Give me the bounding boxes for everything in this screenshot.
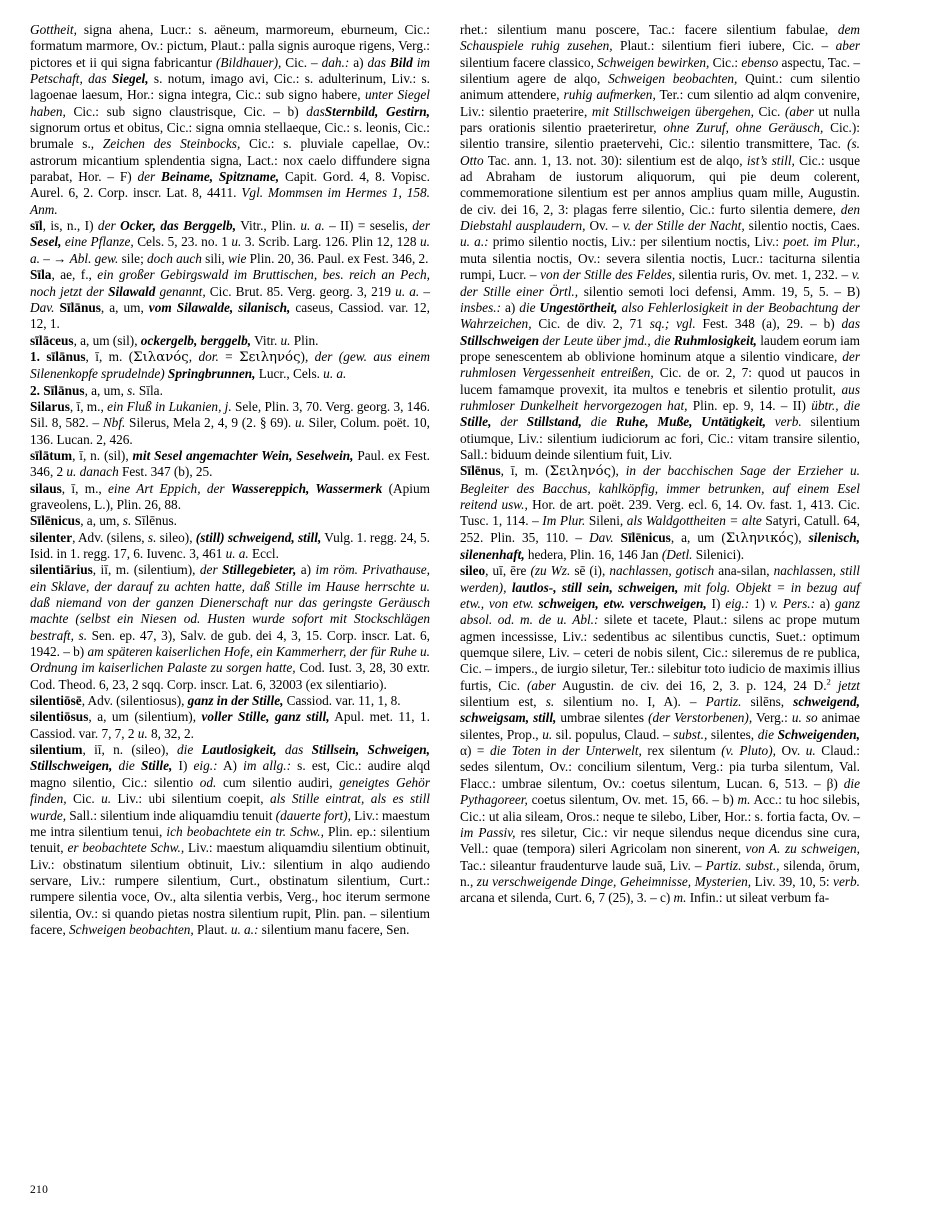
dictionary-entry: Sīlēnicus, a, um, s. Sīlēnus. [30, 513, 178, 529]
dictionary-entry: sīlātum, ī, n. (sil), mit Sesel angemachter Wein, Seselwein, Paul. ex Fest. 346, 2 u. danach Fest. 347 (b), 25. [30, 447, 430, 480]
dictionary-entry: 1. sīlānus, ī, m. (Σιλανός, dor. = Σειληνός), der (gew. aus einem Silenenkopfe sprudelnde) Springbrunnen, Lucr., Cels. u. a. [30, 348, 430, 382]
dictionary-entry: sīlāceus, a, um (sil), ockergelb, berggelb, Vitr. u. Plin. [30, 332, 319, 348]
dictionary-entry: sīl, is, n., I) der Ocker, das Berggelb, Vitr., Plin. u. a. – II) = seselis, der Sesel, eine Pflanze, Cels. 5, 23. no. 1 u. 3. Scrib. Larg. 126. Plin 12, 128 u. a. – → Abl. gew. sile; doch auch sili, wie Plin. 20, 36. Paul. ex Fest. 346, 2. [30, 218, 430, 266]
right-column-entries [460, 22, 860, 907]
page-number: 210 [30, 1184, 49, 1196]
right-text-column [460, 22, 860, 907]
dictionary-entry: silenter, Adv. (silens, s. sileo), (still) schweigend, still, Vulg. 1. regg. 24, 5. Isid. in 1. regg. 17, 6. Iuvenc. 3, 461 u. a. Eccl. [30, 529, 430, 561]
dictionary-entry: Sīlēnus, ī, m. (Σειληνός), in der bacchischen Sage der Erzieher u. Begleiter des Bacchus, kahlköpfig, immer betrunken, auf einem Esel reitend usw., Hor. de art. poët. 239. Verg. ecl. 6, 14. Ov. fast. 1, 413. Cic. Tusc. 1, 114. – Im Plur. Sileni, als Waldgottheiten = alte Satyri, Catull. 64, 252. Plin. 35, 110. – Dav. Sīlēnicus, a, um (Σιληνικός), silenisch, silenenhaft, hedera, Plin. 16, 146 Jan (Detl. Silenici). [460, 463, 860, 562]
dictionary-entry: silentiārius, iī, m. (silentium), der Stillegebieter, a) im röm. Privathause, ein Sklave, der darauf zu achten hatte, daß Stille im Hause herrschte u. daß niemand von der ganzen Dienerschaft nur das geringste Geräusch machte (selbst ein Niesen od. Husten wurde sofort mit Stockschlägen bestraft, s. Sen. ep. 47, 3), Salv. de gub. dei 4, 3, 15. Corp. inscr. Lat. 6, 1942. – b) am späteren kaiserlichen Hofe, ein Kammerherr, der für Ruhe u. Ordnung im kaiserlichen Palaste zu sorgen hatte, Cod. Iust. 3, 28, 30 extr. Cod. Theod. 6, 23, 2 sqq. Corp. inscr. Lat. 6, 32003 (ex silentiario). [30, 562, 431, 692]
dictionary-entry: 2. Sīlānus, a, um, s. Sīla. [30, 382, 163, 398]
two-column-body [30, 22, 905, 1152]
dictionary-entry: sileo, uī, ēre (zu Wz. sē (i), nachlassen, gotisch ana-silan, nachlassen, still werden), lautlos-, still sein, schweigen, mit folg. Objekt = in bezug auf etw., von etw. schweigen, etw. verschweigen, I) eig.: 1) v. Pers.: a) ganz absol. od. m. de u. Abl.: silete et tacete, Plaut.: silens ac prope mutum agmen incessisse, Liv.: sedentibus ac silentibus cunctis, Suet.: optimum quemque silere, Liv. – ceteri de nobis silent, Cic.: sileremus de re publica, Cic. – impers., de iurgio siletur, Ter.: silebitur toto iudicio de maximis illius furtis, Cic. (aber Augustin. de civ. dei 16, 2, 3. p. 124, 24 D.$^2$ jetzt silentium est, s. silentium no. I, A). – Partiz. silēns, schweigend, schweigsam, still, umbrae silentes (der Verstorbenen), Verg.: u. so animae silentes, Prop., u. sil. populus, Claud. – subst., silentes, die Schweigenden, α) = die Toten in der Unterwelt, rex silentum (v. Pluto), Ov. u. Claud.: sedes silentum, Ov.: concilium silentum, Verg.: pia turba silentum, Val. Flacc.: umbrae silentum, Ov.: coetus silentum, Lucan. 6, 513. – β) die Pythagoreer, coetus silentum, Ov. met. 15, 66. – b) m. Acc.: tu hoc silebis, Cic.: ut alia sileam, Oros.: neque te silebo, Liber, Hor.: s. fortia facta, Ov. – im Passiv, res siletur, Cic.: vir neque silendus neque dicendus sine cura, Vell.: quae (tempora) sileri Agricolam non sinerent, von A. zu schweigen, Tac.: sileantur fraudenturve laude suā, Liv. – Partiz. subst., silenda, ōrum, n., zu verschweigende Dinge, Geheimnisse, Mysterien, Liv. 39, 10, 5: verb. arcana et silenda, Curt. 6, 7 (25), 3. – c) m. Infin.: ut sileat verbum fa- [460, 563, 861, 906]
left-text-column [30, 22, 430, 938]
dictionary-entry: silentiōsus, a, um (silentium), voller Stille, ganz still, Apul. met. 11, 1. Cassiod. var. 7, 7, 2 u. 8, 32, 2. [30, 709, 430, 741]
dictionary-entry: silentium, iī, n. (sileo), die Lautlosigkeit, das Stillsein, Schweigen, Stillschweigen, die Stille, I) eig.: A) im allg.: s. est, Cic.: audire alqd magno silentio, Cic.: silentio od. cum silentio audiri, geneigtes Gehör finden, Cic. u. Liv.: ubi silentium coepit, als Stille eintrat, als es still wurde, Sall.: silentium inde aliquamdiu tenuit (dauerte fort), Liv.: maestum me intra silentium tenui, ich beobachtete ein tr. Schw., Plin. ep.: silentium tenuit, er beobachtete Schw., Liv.: maestum aliquamdiu silentium obtinuit, Liv.: obstinatum silentium obtinuit, Liv.: silentium in alqo audiendo servare, Liv.: rumpere silentium, Curt., obstinatum silentium, Curt.: rumpere silentia voce, Ov., alta silentia verbis, Verg., hoc iterum sermone silentia, Ov.: si quando pietas nostra silentium rupit, Plin. pan. – silentium facere, Schweigen beobachten, Plaut. u. a.: silentium manu facere, Sen. [30, 742, 431, 937]
dictionary-entry: Sīla, ae, f., ein großer Gebirgswald im Bruttischen, bes. reich an Pech, noch jetzt der Silawald genannt, Cic. Brut. 85. Verg. georg. 3, 219 u. a. – Dav. Sīlānus, a, um, vom Silawalde, silanisch, caseus, Cassiod. var. 12, 12, 1. [30, 267, 430, 332]
dictionary-entry: silaus, ī, m., eine Art Eppich, der Wassereppich, Wassermerk (Apium graveolens, L.), Plin. 26, 88. [30, 480, 430, 512]
dictionary-entry: Gottheit, signa ahena, Lucr.: s. aëneum, marmoreum, eburneum, Cic.: formatum marmore, Ov.: pictum, Plaut.: palla signis auroque rigens, Verg.: pictores et ii qui signa fabricantur (Bildhauer), Cic. – dah.: a) das Bild im Petschaft, das Siegel, s. notum, imago avi, Cic.: s. adulterinum, Liv.: s. lagoenae laesum, Hor.: signa integra, Cic.: sub signo habere, unter Siegel haben, Cic.: sub signo claustrisque, Cic. – b) dasSternbild, Gestirn, signorum ortus et obitus, Cic.: signa omnia stellaeque, Cic.: s. leonis, Cic.: brumale s., Zeichen des Steinbocks, Cic.: s. pluviale capellae, Ov.: astrorum micantium splendentia signa, Lact.: nox caelo diffundere signa parabat, Hor. – F) der Beiname, Spitzname, Capit. Gord. 4, 8. Vopisc. Aurel. 6, 2. Corp. inscr. Lat. 8, 4411. Vgl. Mommsen im Hermes 1, 158. Anm. [30, 22, 431, 217]
dictionary-entry: Silarus, ī, m., ein Fluß in Lukanien, j. Sele, Plin. 3, 70. Verg. georg. 3, 146. Sil. 8, 582. – Nbf. Silerus, Mela 2, 4, 9 (2. § 69). u. Siler, Colum. poët. 10, 136. Lucan. 2, 426. [30, 398, 430, 447]
dictionary-entry: silentiōsē, Adv. (silentiosus), ganz in der Stille, Cassiod. var. 11, 1, 8. [30, 693, 401, 709]
left-column-entries [30, 22, 430, 938]
dictionary-entry: rhet.: silentium manu poscere, Tac.: facere silentium fabulae, dem Schauspiele ruhig zusehen, Plaut.: silentium fieri iubere, Cic. – aber silentium facere classico, Schweigen bewirken, Cic.: ebenso aspectu, Tac. – silentium agere de alqo, Schweigen beobachten, Quint.: cum silentio animum attendere, ruhig aufmerken, Ter.: cum silentio ad alqm convenire, Liv.: silentio praeterire, mit Stillschweigen übergehen, Cic. (aber ut nulla pars orationis silentio praeteriretur, ohne Zuruf, ohne Geräusch, Cic.): silentio transire, silentio praetervehi, Cic.: silentio transmittere, Tac. (s. Otto Tac. ann. 1, 13. not. 30): silentium est de alqo, ist’s still, Cic.: usque ad Abraham de iustorum aliquorum, qui pie deum colerent, commemoratione silentium est per annos amplius quam mille, Augustin. de civ. dei 16, 2, 3: plagas ferre silentio, Cic.: furto silentia demere, den Diebstahl ausplaudern, Ov. – v. der Stille der Nacht, silentio noctis, Caes. u. a.: primo silentio noctis, Liv.: per silentium noctis, Liv.: poet. im Plur., muta silentia noctis, Ov.: severa silentia noctis, Lucr.: taciturna silentia rumpi, Lucr. – von der Stille des Feldes, silentia ruris, Ov. met. 1, 232. – v. der Stille einer Örtl., silentio semoti loci defensi, Amm. 19, 5, 5. – B) insbes.: a) die Ungestörtheit, also Fehlerlosigkeit in der Beobachtung der Wahrzeichen, Cic. de div. 2, 71 sq.; vgl. Fest. 348 (a), 29. – b) das Stillschweigen der Leute über jmd., die Ruhmlosigkeit, laudem eorum iam prope senescentem ab oblivione hominum atque a silentio vindicare, der ruhmlosen Vergessenheit entreißen, Cic. de or. 2, 7: quod ut paucos in lucem famamque provexit, ita multos e tenebris et silentio protulit, aus ruhmloser Dunkelheit hervorgezogen hat, Plin. ep. 9, 14. – II) übtr., die Stille, der Stillstand, die Ruhe, Muße, Untätigkeit, verb. silentium otiumque, Liv.: silentium iudiciorum ac fori, Cic.: vitam transire silentio, Sall.: biduum deinde silentium fuit, Liv. [460, 22, 861, 462]
